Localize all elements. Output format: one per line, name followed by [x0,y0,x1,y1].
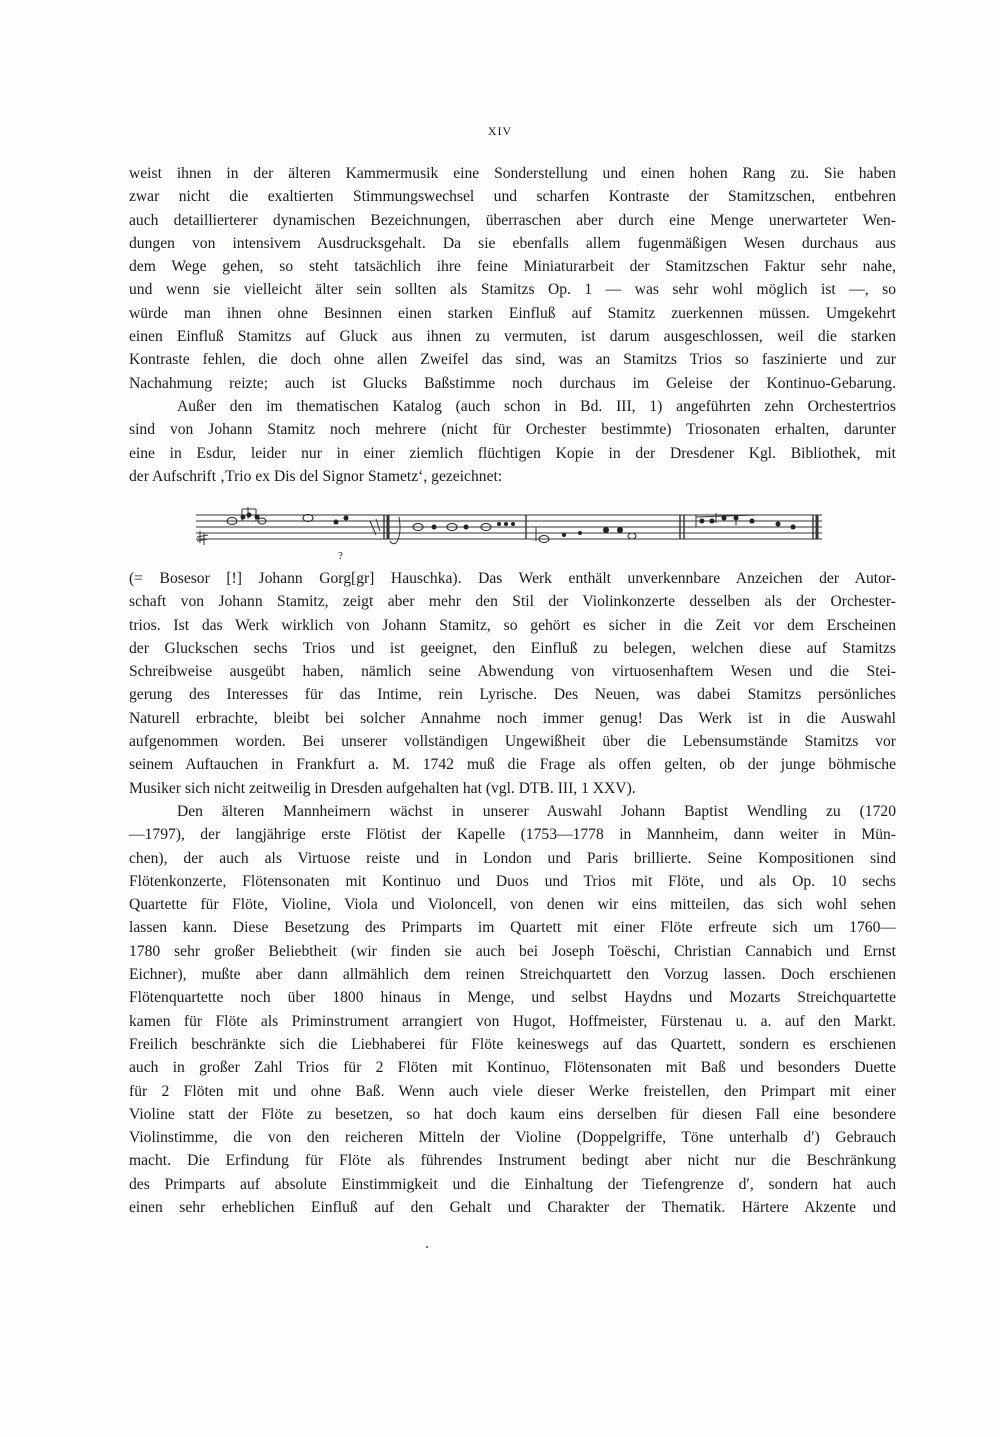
music-staff-figure [196,505,822,549]
text-line: trios. Ist das Werk wirklich von Johann Stamitz, so gehört es sicher in die Zeit vor dem Erscheinen [129,616,896,634]
text-line: kamen für Flöte als Priminstrument arrangiert von Hugot, Hoffmeister, Fürstenau u. a. auf den Markt. [129,1012,896,1030]
paragraph-2 [129,395,896,488]
text-line: eine in Esdur, leider nur in einer ziemlich flüchtigen Kopie in der Dresdener Kgl. Bibliothek, mit [129,444,896,462]
text-line: aufgenommen worden. Bei unserer vollständigen Ungewißheit über die Lebensumstände Stamitzs vor [129,733,896,751]
text-line: Nachahmung reizte; auch ist Glucks Baßstimme noch durchaus im Geleise der Kontinuo-Gebarung. [129,374,896,392]
paragraph-3 [129,567,896,800]
text-line: sind von Johann Stamitz noch mehrere (nicht für Orchester bestimmte) Triosonaten erhalten, darunter [129,421,896,439]
page-speck [426,1246,428,1248]
text-line: —1797), der langjährige erste Flötist der Kapelle (1753—1778 in Mannheim, dann weiter in Mün- [129,826,896,844]
text-line: der Gluckschen sechs Trios und ist geeignet, den Einfluß zu belegen, welchen diese auf Stamitzs [129,639,896,657]
text-line: dungen von intensivem Ausdrucksgehalt. Da sie ebenfalls allem fugenmäßigen Wesen durchaus aus [129,234,896,252]
text-line: macht. Die Erfindung für Flöte als führendes Instrument bedingt aber nicht nur die Beschränkung [129,1152,896,1170]
text-line: einen sehr erheblichen Einfluß auf den Gehalt und Charakter der Thematik. Härtere Akzente und [129,1199,896,1217]
text-line: Flötenquartette noch über 1800 hinaus in Menge, und selbst Haydns und Mozarts Streichquartette [129,989,896,1007]
text-line: weist ihnen in der älteren Kammermusik eine Sonderstellung und einen hohen Rang zu. Sie haben [129,165,896,182]
text-line: des Primparts auf absolute Einstimmigkeit und die Einhaltung der Tiefengrenze d′, sondern hat auch [129,1175,896,1193]
text-line: zwar nicht die exaltierten Stimmungswechsel und scharfen Kontraste der Stamitzschen, entbehren [129,188,896,206]
text-line: Den älteren Mannheimern wächst in unserer Auswahl Johann Baptist Wendling zu (1720 [177,802,896,820]
text-line: Naturell erbrachte, bleibt bei solcher Annahme noch immer genug! Das Werk ist in die Auswahl [129,709,896,727]
text-line: auch detaillierterer dynamischen Bezeichnungen, überraschen aber durch eine Menge unerwarteter Wen- [129,211,896,229]
text-line: lassen kann. Diese Besetzung des Primparts im Quartett mit einer Flöte erfreute sich um 1760— [129,919,896,937]
text-line: auch in großer Zahl Trios für 2 Flöten mit Kontinuo, Flötensonaten mit Baß und besonders Duette [129,1059,896,1077]
text-line: chen), der auch als Virtuose reiste und in London und Paris brillierte. Seine Kompositionen sind [129,849,896,867]
text-line: der Aufschrift ‚Trio ex Dis del Signor Stametz‘, gezeichnet: [129,467,503,485]
text-line: gerung des Interesses für das Intime, rein Lyrische. Des Neuen, was dabei Stamitzs persönliches [129,686,896,704]
paragraph-1 [129,162,896,395]
text-line: Violine statt der Flöte zu besetzen, so hat doch kaum eins derselben für diesen Fall eine besondere [129,1105,896,1123]
text-line: Musiker sich nicht zeitweilig in Dresden aufgehalten hat (vgl. DTB. III, 1 XXV). [129,779,636,797]
text-line: würde man ihnen ohne Besinnen einen starken Einfluß auf Stamitz zuerkennen müssen. Umgekehrt [129,304,896,322]
text-block-upper [129,162,896,488]
text-line: (= Bosesor [!] Johann Gorg[gr] Hauschka). Das Werk enthält unverkennbare Anzeichen der Autor- [129,570,896,587]
text-line: schaft von Johann Stamitz, zeigt aber mehr den Stil der Violinkonzerte desselben als der Orchester- [129,593,896,611]
music-annotation-mark: ? [338,550,343,562]
text-line: einen Einfluß Stamitzs auf Gluck aus ihnen zu vermuten, ist darum ausgeschlossen, weil die starken [129,328,896,346]
text-line: Freilich beschränkte sich die Liebhaberei für Flöte keineswegs auf das Quartett, sondern es erschienen [129,1035,896,1053]
text-line: Violinstimme, die von den reicheren Mitteln der Violine (Doppelgriffe, Töne unterhalb d′) Gebrauch [129,1129,896,1147]
text-line: 1780 sehr großer Beliebtheit (wir finden sie auch bei Joseph Toëschi, Christian Cannabich und Ernst [129,942,896,960]
text-line: Schreibweise ausgeübt haben, nämlich seine Abwendung von virtuosenhaftem Wesen und die Stei- [129,663,896,681]
text-line: Kontraste fehlen, die doch ohne allen Zweifel das sind, was an Stamitzs Trios so faszinierte und zur [129,351,896,369]
text-line: seinem Auftauchen in Frankfurt a. M. 1742 muß die Frage als offen gelten, ob der junge böhmische [129,756,896,774]
text-line: für 2 Flöten mit und ohne Baß. Wenn auch viele dieser Werke freistellen, den Primpart mit einer [129,1082,896,1100]
text-block-lower [129,567,896,1219]
text-line: Eichner), mußte aber dann allmählich dem reinen Streichquartett den Vorzug lassen. Doch erschienen [129,966,896,984]
text-line: Außer den im thematischen Katalog (auch schon in Bd. III, 1) angeführten zehn Orchestertrios [177,397,896,415]
text-line: Quartette für Flöte, Violine, Viola und Violoncell, von denen wir eins mitteilen, das sich wohl sehen [129,896,896,914]
text-line: und wenn sie vielleicht älter sein sollten als Stamitzs Op. 1 — was sehr wohl möglich ist —, so [129,281,896,299]
page-number: XIV [487,124,513,138]
music-incipit [196,505,822,549]
text-line: Flötenkonzerte, Flötensonaten mit Kontinuo und Duos und Trios mit Flöte, und als Op. 10 sechs [129,872,896,890]
text-line: dem Wege gehen, so steht tatsächlich ihre feine Miniaturarbeit der Stamitzschen Faktur sehr nahe, [129,258,896,276]
paragraph-4 [129,800,896,1219]
